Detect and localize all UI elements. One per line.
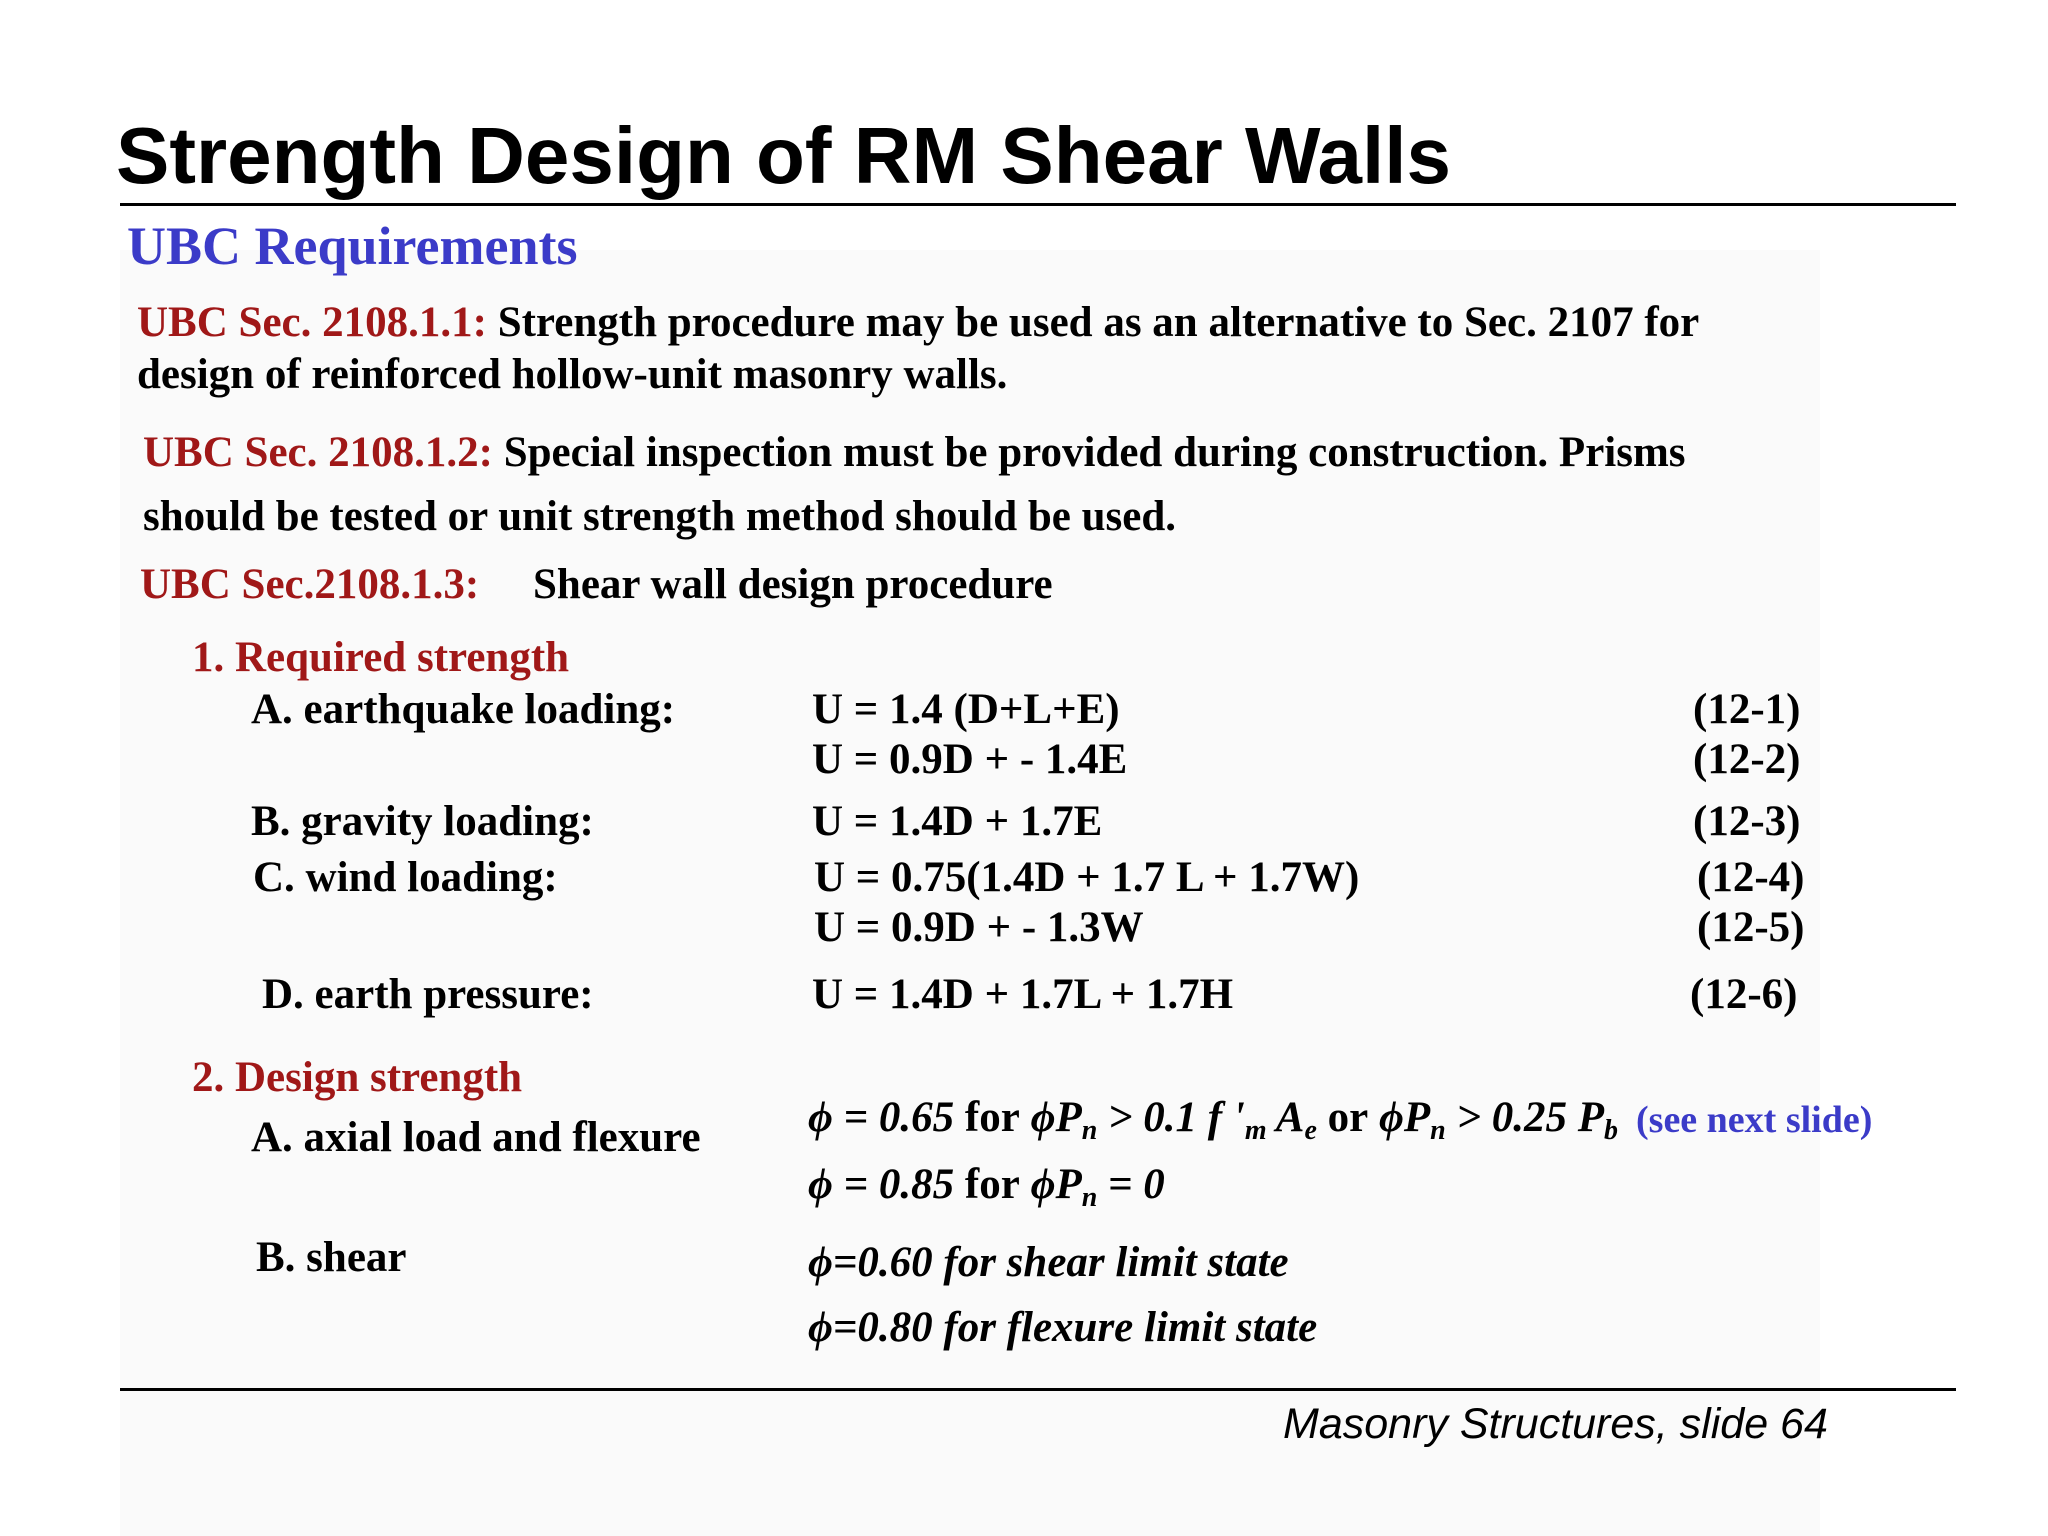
- earth-pressure-label: D. earth pressure:: [262, 971, 594, 1018]
- see-next-slide-note: (see next slide): [1636, 1099, 1873, 1141]
- phi-shear-limit-state: ϕ=0.60 for shear limit state: [808, 1239, 1289, 1286]
- slide-title: Strength Design of RM Shear Walls: [116, 111, 1451, 200]
- earthquake-loading-label: A. earthquake loading:: [251, 686, 676, 733]
- gravity-loading-label: B. gravity loading:: [251, 798, 594, 845]
- title-rule: [120, 203, 1956, 206]
- sec-2108-1-1-text2: design of reinforced hollow-unit masonry walls.: [137, 351, 1008, 398]
- sec-2108-1-2-ref: UBC Sec. 2108.1.2:: [143, 429, 493, 476]
- phi-formula-axial-2: ϕ = 0.85 for $\phi P_n = 0$: [808, 1161, 1165, 1213]
- eq-12-2: U = 0.9D + - 1.4E: [812, 736, 1128, 783]
- phi-flexure-limit-state: ϕ=0.80 for flexure limit state: [808, 1304, 1318, 1351]
- sec-2108-1-2-text1: Special inspection must be provided during construction. Prisms: [503, 429, 1686, 476]
- slide-footer: Masonry Structures, slide 64: [1283, 1400, 1828, 1448]
- eq-num-12-1: (12-1): [1693, 686, 1801, 733]
- phi-formula-axial-1: ϕ = 0.65 for $\phi P_n > 0.1$ f '$_m$ $A_e$ or $\phi P_n > 0.25$ $P_b$: [808, 1094, 1618, 1146]
- eq-12-5: U = 0.9D + - 1.3W: [814, 904, 1144, 951]
- required-strength-heading: 1. Required strength: [192, 634, 570, 681]
- sec-2108-1-2-line1: [143, 428, 1686, 477]
- eq-12-3: U = 1.4D + 1.7E: [812, 798, 1103, 845]
- sec-2108-1-1-ref: UBC Sec. 2108.1.1:: [137, 299, 487, 346]
- sec-2108-1-3-text: Shear wall design procedure: [533, 561, 1053, 608]
- eq-num-12-2: (12-2): [1693, 736, 1801, 783]
- sec-2108-1-1-text1: Strength procedure may be used as an alternative to Sec. 2107 for: [497, 299, 1700, 346]
- wind-loading-label: C. wind loading:: [253, 854, 558, 901]
- eq-num-12-4: (12-4): [1697, 854, 1805, 901]
- sec-2108-1-3-ref: UBC Sec.2108.1.3:: [140, 561, 480, 608]
- eq-num-12-3: (12-3): [1693, 798, 1801, 845]
- sec-2108-1-2-text2: should be tested or unit strength method should be used.: [143, 493, 1177, 540]
- eq-num-12-5: (12-5): [1697, 904, 1805, 951]
- slide-subtitle: UBC Requirements: [127, 216, 578, 276]
- eq-12-6: U = 1.4D + 1.7L + 1.7H: [812, 971, 1234, 1018]
- shear-label: B. shear: [256, 1234, 407, 1281]
- eq-12-1: U = 1.4 (D+L+E): [812, 686, 1120, 733]
- footer-rule: [120, 1388, 1956, 1391]
- design-strength-heading: 2. Design strength: [192, 1054, 523, 1101]
- eq-num-12-6: (12-6): [1690, 971, 1798, 1018]
- axial-flexure-label: A. axial load and flexure: [251, 1114, 701, 1161]
- sec-2108-1-1-line1: [137, 298, 1699, 347]
- eq-12-4: U = 0.75(1.4D + 1.7 L + 1.7W): [814, 854, 1360, 901]
